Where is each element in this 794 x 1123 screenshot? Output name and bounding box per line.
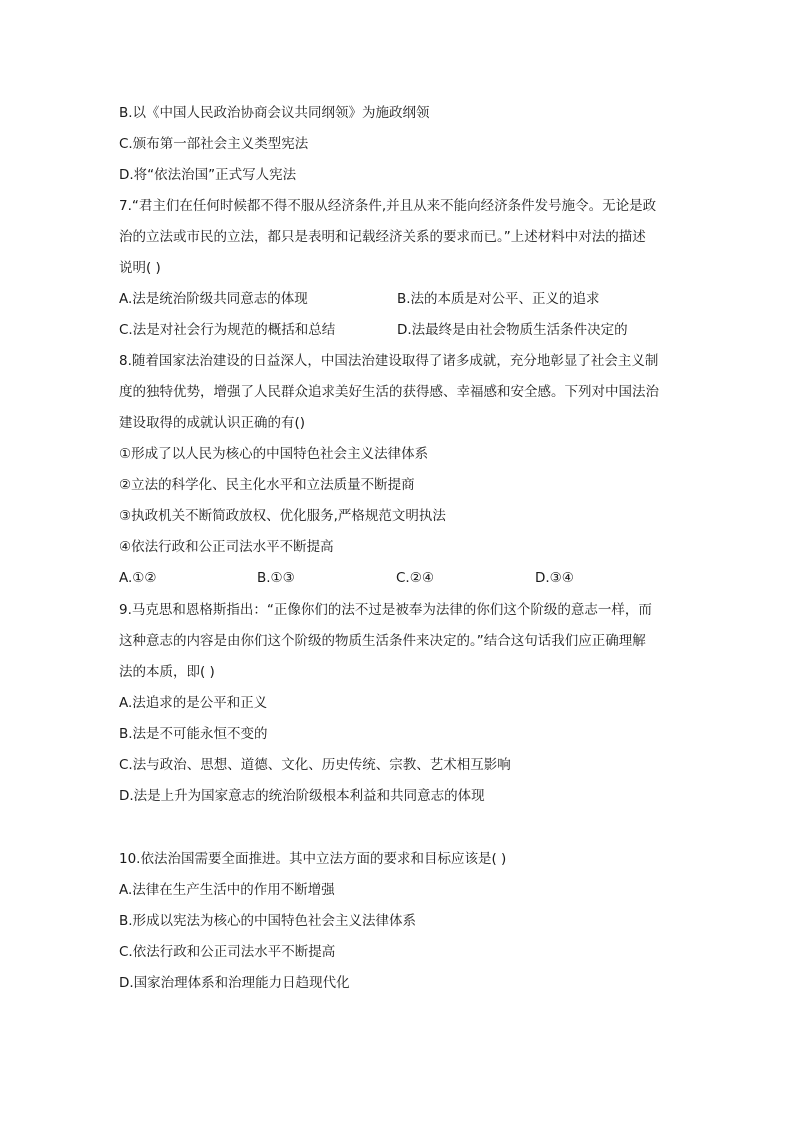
q7-option-c: C.法是对社会行为规范的概括和总结	[119, 322, 336, 338]
q7-option-a: A.法是统治阶级共同意志的体现	[119, 291, 308, 307]
q6-option-c: C.颁布第一部社会主义类型宪法	[119, 136, 309, 152]
q7-stem-line-3: 说明( )	[119, 260, 161, 276]
q10-option-c: C.依法行政和公正司法水平不断提高	[119, 944, 336, 960]
q8-item-3: ③执政机关不断简政放权、优化服务,严格规范文明执法	[119, 508, 446, 524]
q10-option-d: D.国家治理体系和治理能力日趋现代化	[119, 975, 350, 991]
q6-option-d: D.将“依法治国”正式写人宪法	[119, 167, 297, 183]
q8-option-b: B.①③	[257, 570, 295, 586]
q6-option-b: B.以《中国人民政治协商会议共同纲领》为施政纲领	[119, 105, 430, 121]
q8-option-d: D.③④	[535, 570, 574, 586]
q9-option-a: A.法追求的是公平和正义	[119, 695, 268, 711]
q8-stem-line-2: 度的独特优势，增强了人民群众追求美好生活的获得感、幸福感和安全感。下列对中国法治	[119, 384, 659, 400]
q8-stem-line-1: 8.随着国家法治建设的日益深人，中国法治建设取得了诸多成就，充分地彰显了社会主义制	[119, 353, 659, 369]
q8-item-1: ①形成了以人民为核心的中国特色社会主义法律体系	[119, 446, 429, 462]
q7-stem-line-2: 治的立法或市民的立法，都只是表明和记载经济关系的要求而已。”上述材料中对法的描述	[119, 229, 646, 245]
q9-option-c: C.法与政治、思想、道德、文化、历史传统、宗教、艺术相互影响	[119, 757, 511, 773]
q9-stem-line-1: 9.马克思和恩格斯指出：“正像你们的法不过是被奉为法律的你们这个阶级的意志一样，而	[119, 602, 652, 618]
q8-item-4: ④依法行政和公正司法水平不断提高	[119, 539, 334, 555]
q7-option-b: B.法的本质是对公平、正义的追求	[397, 291, 600, 307]
q10-option-a: A.法律在生产生活中的作用不断增强	[119, 882, 335, 898]
q9-stem-line-2: 这种意志的内容是由你们这个阶级的物质生活条件来决定的。”结合这句话我们应正确理解	[119, 633, 646, 649]
q10-option-b: B.形成以宪法为核心的中国特色社会主义法律体系	[119, 913, 417, 929]
q9-option-b: B.法是不可能永恒不变的	[119, 726, 268, 742]
q8-item-2: ②立法的科学化、民主化水平和立法质量不断提商	[119, 477, 415, 493]
q10-stem: 10.依法治国需要全面推进。其中立法方面的要求和目标应该是( )	[119, 851, 507, 867]
q8-option-c: C.②④	[396, 570, 434, 586]
q9-option-d: D.法是上升为国家意志的统治阶级根本利益和共同意志的体现	[119, 788, 485, 804]
q9-stem-line-3: 法的本质，即( )	[119, 664, 215, 680]
q7-stem-line-1: 7.“君主们在任何时候都不得不服从经济条件,并且从来不能向经济条件发号施令。无论是政	[119, 198, 657, 214]
q7-option-d: D.法最终是由社会物质生活条件决定的	[397, 322, 628, 338]
q8-option-a: A.①②	[119, 570, 157, 586]
q8-stem-line-3: 建设取得的成就认识正确的有()	[119, 415, 306, 431]
